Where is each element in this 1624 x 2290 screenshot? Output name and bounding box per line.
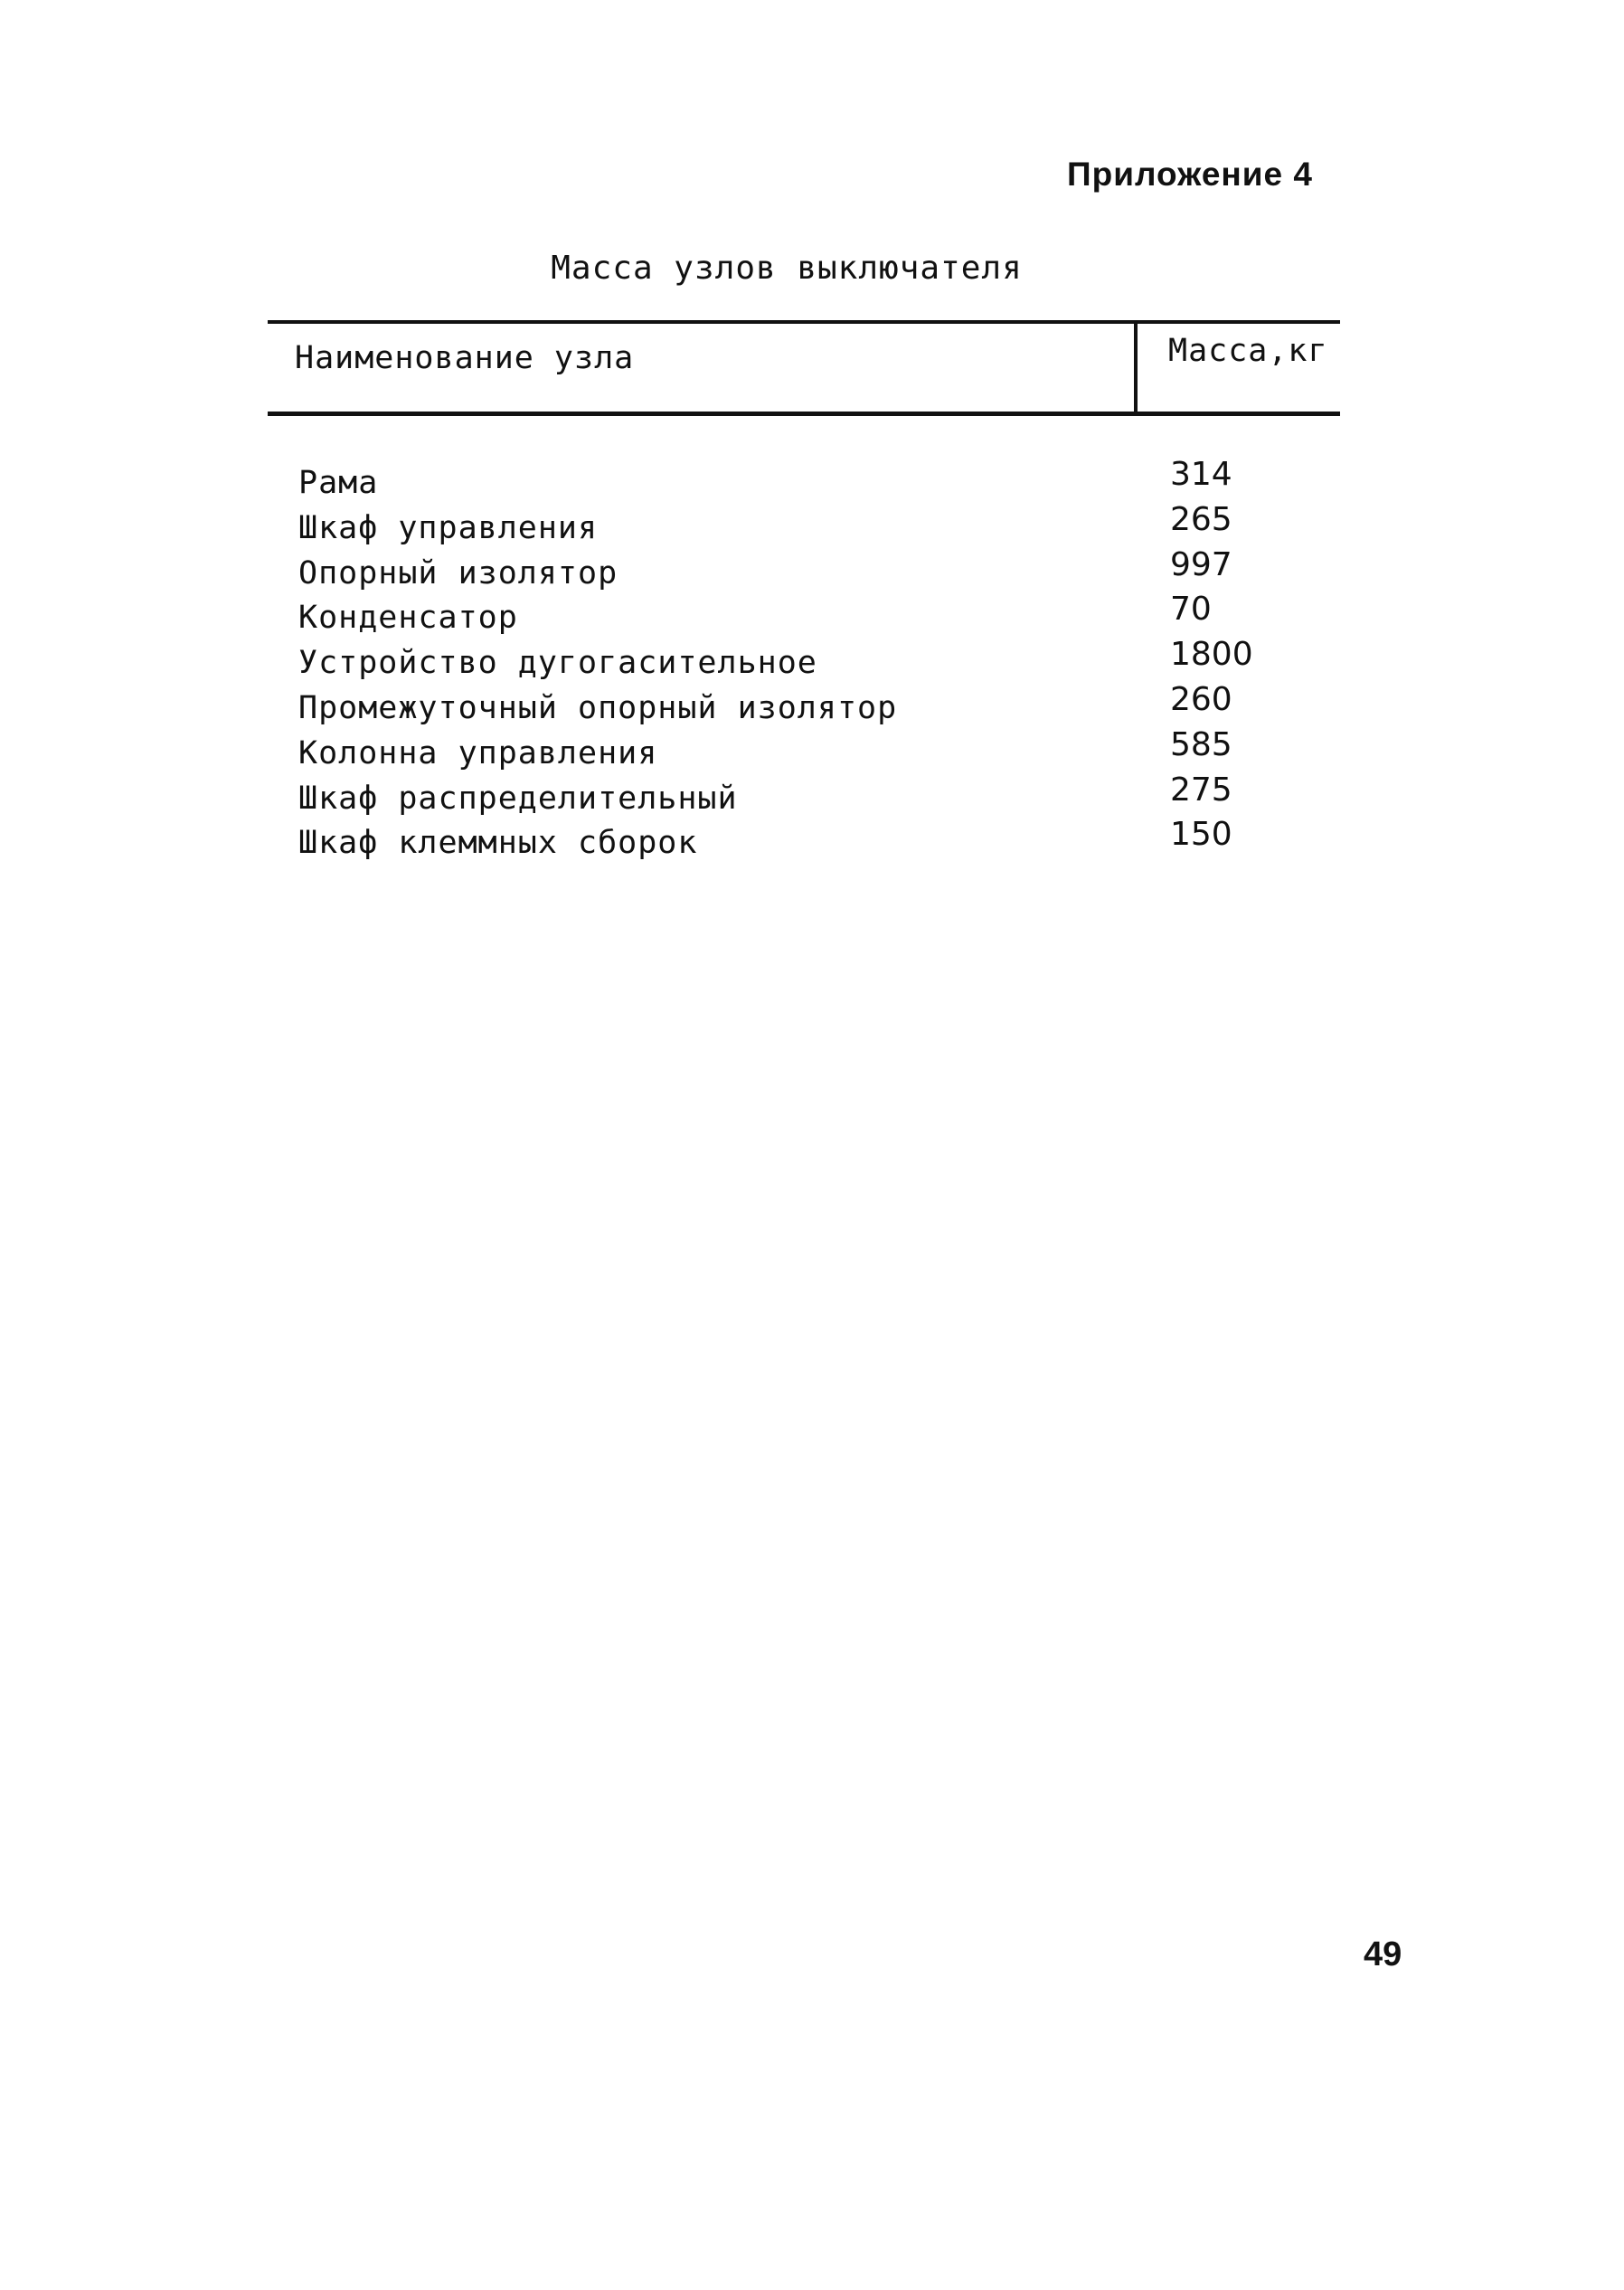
table-row <box>268 591 1340 636</box>
table-row <box>268 771 1340 817</box>
row-name-cell: Опорный изолятор <box>298 554 618 591</box>
row-name-cell: Конденсатор <box>298 600 518 637</box>
page-number: 49 <box>1364 1935 1402 1973</box>
header-bottom-rule <box>268 412 1340 416</box>
row-mass-cell: 265 <box>1170 500 1232 538</box>
row-mass-cell: 275 <box>1170 771 1232 809</box>
table-row <box>268 816 1340 861</box>
table-title: Масса узлов выключателя <box>551 250 1023 287</box>
row-name-cell: Промежуточный опорный изолятор <box>298 689 898 726</box>
column-header-name: Наименование узла <box>295 340 635 376</box>
header-column-divider <box>1134 322 1138 414</box>
row-mass-cell: 997 <box>1170 545 1232 583</box>
row-name-cell: Колонна управления <box>298 734 658 771</box>
row-mass-cell: 260 <box>1170 680 1232 718</box>
row-mass-cell: 1800 <box>1170 636 1253 674</box>
row-name-cell: Шкаф управления <box>298 509 599 546</box>
row-mass-cell: 585 <box>1170 725 1232 763</box>
table-row <box>268 546 1340 591</box>
table-row <box>268 501 1340 546</box>
row-name-cell: Рама <box>298 465 379 501</box>
column-header-mass: Масса,кг <box>1168 333 1328 369</box>
row-mass-cell: 70 <box>1170 591 1212 629</box>
row-mass-cell: 150 <box>1170 816 1232 854</box>
mass-table <box>268 320 1340 863</box>
row-name-cell: Шкаф клеммных сборок <box>298 825 698 862</box>
table-body <box>268 456 1340 861</box>
table-row <box>268 681 1340 726</box>
appendix-label: Приложение 4 <box>1067 156 1313 193</box>
table-top-rule <box>268 320 1340 324</box>
table-row <box>268 456 1340 501</box>
row-name-cell: Устройство дугогасительное <box>298 645 817 682</box>
row-mass-cell: 314 <box>1170 456 1232 493</box>
table-row <box>268 636 1340 681</box>
row-name-cell: Шкаф распределительный <box>298 780 738 817</box>
table-row <box>268 726 1340 771</box>
